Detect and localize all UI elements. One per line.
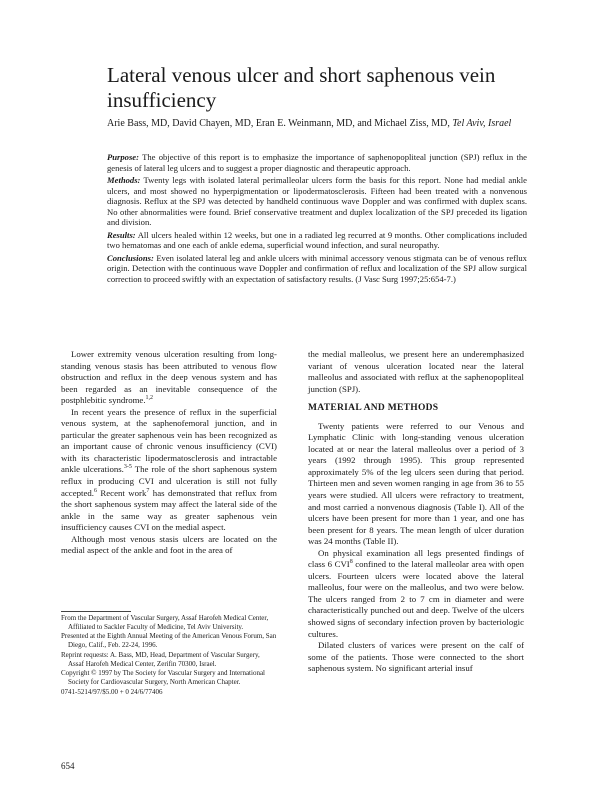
abstract-purpose [107,152,527,173]
page-number: 654 [61,761,75,771]
methods-p2-text-b: confined to the lateral malleolar area with open ulcers. Fourteen ulcers were located above the lateral malleolus, four were on the malleolus, and two were below. The ulcers ranged from 2 to 7 cm in diameter and were characteristically punched out and deep. Twelve of the ulcers showed signs of secondary infection proven by bacteriologic cultures. [308,559,524,639]
results-label: Results: [107,229,136,240]
results-text: All ulcers healed within 12 weeks, but one in a radiated leg recurred at 9 months. Other complications included two hematomas and one each of ankle edema, superficial wound infection, and sural neuropathy. [107,229,527,250]
methods-paragraph-1: Twenty patients were referred to our Venous and Lymphatic Clinic with long-standing venous ulceration located at or near the lateral malleolus over a period of 3 years (1992 through 1995). This group represented approximately 5% of the leg ulcers seen during that period. Thirteen men and seven women ranging in age from 36 to 55 years were studied. All ulcers were refractory to treatment, and most carried a nonvenous diagnosis (Table I). All of the ulcers have been present for more than 1 year, and one has been present for 8 years. The mean length of ulcer duration was 24 months (Table II). [308,420,524,547]
footnote-presented: Presented at the Eighth Annual Meeting of the American Venous Forum, San Diego, Calif., Feb. 22-24, 1996. [61,632,277,650]
footnote-reprint: Reprint requests: A. Bass, MD, Head, Department of Vascular Surgery, Assaf Harofeh Medical Center, Zerifin 70300, Israel. [61,650,260,668]
purpose-text: The objective of this report is to emphasize the importance of saphenopopliteal junction (SPJ) reflux in the genesis of lateral leg ulcers and to suggest a proper diagnostic and therapeutic approach. [107,152,527,173]
ref-superscript: 8 [349,559,353,566]
intro-paragraph-3: Although most venous stasis ulcers are located on the medial aspect of the ankle and foot in the area of [61,533,277,556]
methods-label: Methods: [107,175,141,185]
intro-p1-text: Lower extremity venous ulceration resulting from long-standing venous stasis has been attributed to venous flow obstruction and reflux in the deep venous system and has been regarded as an inevitable consequence of the postphlebitic syndrome. [61,349,277,406]
intro-p2-text-d: has demonstrated that reflux from the short saphenous system may affect the lateral side of the ankle in the same way as greater saphenous vein insufficiency causes CVI on the medial aspect. [61,487,277,533]
ref-superscript: 3-5 [123,464,132,471]
footnote-rule [61,611,131,612]
methods-text: Twenty legs with isolated lateral perimalleolar ulcers form the basis for this report. None had medial ankle ulcers, and most showed no hyperpigmentation or lipodermatosclerosis. Fifteen had been treated with a nonvenous diagnosis. Reflux at the SPJ was detected by handheld continuous wave Doppler and was confirmed with duplex scans. No other abnormalities were found. Brief conservative treatment and duplex localization of the SPJ preceded its ligation and division. [107,175,527,227]
intro-p2-text-c: Recent work [96,487,147,498]
footnote-issn: 0741-5214/97/$5.00 + 0 24/6/77406 [61,687,163,696]
conclusions-text: Even isolated lateral leg and ankle ulcers with minimal accessory venous stigmata can be of venous reflux origin. Detection with the continuous wave Doppler and confirmation of reflux and localization of the SPJ allow surgical correction to proceed swiftly with an expectation of satisfactory results. (J Vasc Surg 1997;25:654-7.) [107,252,527,284]
conclusions-label: Conclusions: [107,252,154,263]
abstract-results [107,230,527,251]
abstract [107,152,527,286]
abstract-conclusions [107,253,527,285]
section-heading-methods: MATERIAL AND METHODS [308,403,439,414]
ref-superscript: 7 [146,487,150,494]
author-line [107,117,527,131]
author-names: Arie Bass, MD, David Chayen, MD, Eran E. Weinmann, MD, and Michael Ziss, MD, [107,118,450,129]
intro-paragraph-continued: the medial malleolus, we present here an underemphasized variant of venous ulceration located near the lateral malleolus and associated with reflux at the saphenopopliteal junction (SPJ). [308,349,524,394]
methods-p2-text-a: On physical examination all legs presented findings of class 6 CVI [308,547,524,570]
intro-p2-text-a: In recent years the presence of reflux in the superficial venous system, at the saphenofemoral junction, and in particular the greater saphenous vein has been recognized as an important cause of chronic venous insufficiency (CVI) with its characteristic lipodermatosclerosis and intractable ankle ulcerations. [61,406,277,475]
footnote-copyright: Copyright © 1997 by The Society for Vascular Surgery and International Society for Cardiovascular Surgery, North American Chapter. [61,669,266,686]
abstract-methods [107,175,527,228]
article-title: Lateral venous ulcer and short saphenous vein insufficiency [107,63,496,112]
left-column [61,349,277,557]
methods-paragraph-2 [308,548,524,640]
author-location: Tel Aviv, Israel [452,118,512,129]
ref-superscript: 6 [93,487,97,494]
intro-paragraph-1 [61,349,277,407]
ref-superscript: 1,2 [145,395,154,402]
footnote-affiliation: From the Department of Vascular Surgery, Assaf Harofeh Medical Center, Affiliated to Sackler Faculty of Medicine, Tel Aviv University. [61,614,269,631]
methods-paragraph-3: Dilated clusters of varices were present on the calf of some of the patients. Those were connected to the short saphenous system. No significant arterial insuf [308,640,524,674]
footnotes [61,614,277,697]
intro-paragraph-2 [61,407,277,534]
purpose-label: Purpose: [107,152,139,162]
right-column [308,349,524,675]
intro-p2-text-b: The role of the short saphenous system reflux in producing CVI and ulceration is still not fully accepted. [61,464,277,498]
